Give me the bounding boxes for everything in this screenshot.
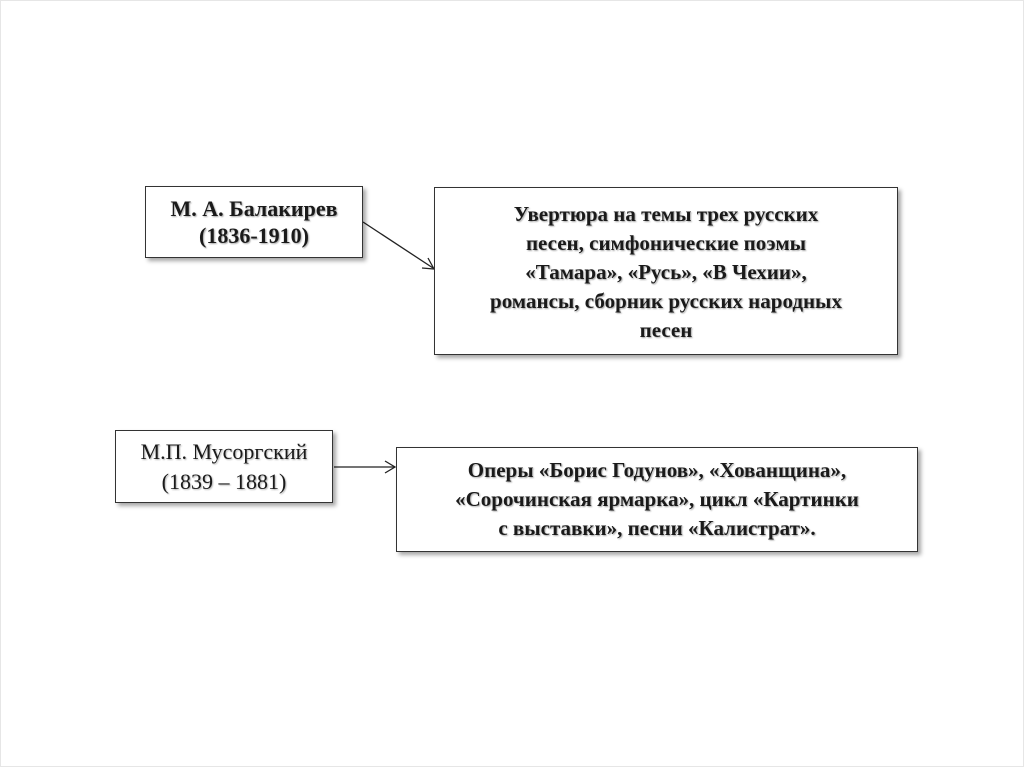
composer-box-balakirev [145, 186, 363, 258]
works-line: «Тамара», «Русь», «В Чехии», [525, 259, 807, 284]
arrow-balakirev-to-works [363, 222, 434, 269]
works-line: Увертюра на темы трех русских [513, 201, 819, 226]
works-line: с выставки», песни «Калистрат». [498, 516, 816, 540]
arrow-mussorgsky-to-works [334, 461, 395, 473]
works-box-balakirev [434, 187, 898, 355]
composer-box-mussorgsky [115, 430, 333, 503]
works-line: Оперы «Борис Годунов», «Хованщина», [467, 458, 847, 482]
works-box-mussorgsky [396, 447, 918, 552]
works-line: романсы, сборник русских народных [490, 288, 842, 313]
works-line: «Сорочинская ярмарка», цикл «Картинки [455, 487, 859, 511]
composer-name: М. А. Балакирев [170, 196, 338, 221]
composer-years: (1839 – 1881) [161, 468, 287, 494]
works-line: песен [639, 317, 693, 342]
composer-years: (1836-1910) [199, 223, 309, 248]
works-line: песен, симфонические поэмы [525, 230, 807, 255]
composer-name: М.П. Мусоргский [140, 438, 308, 464]
